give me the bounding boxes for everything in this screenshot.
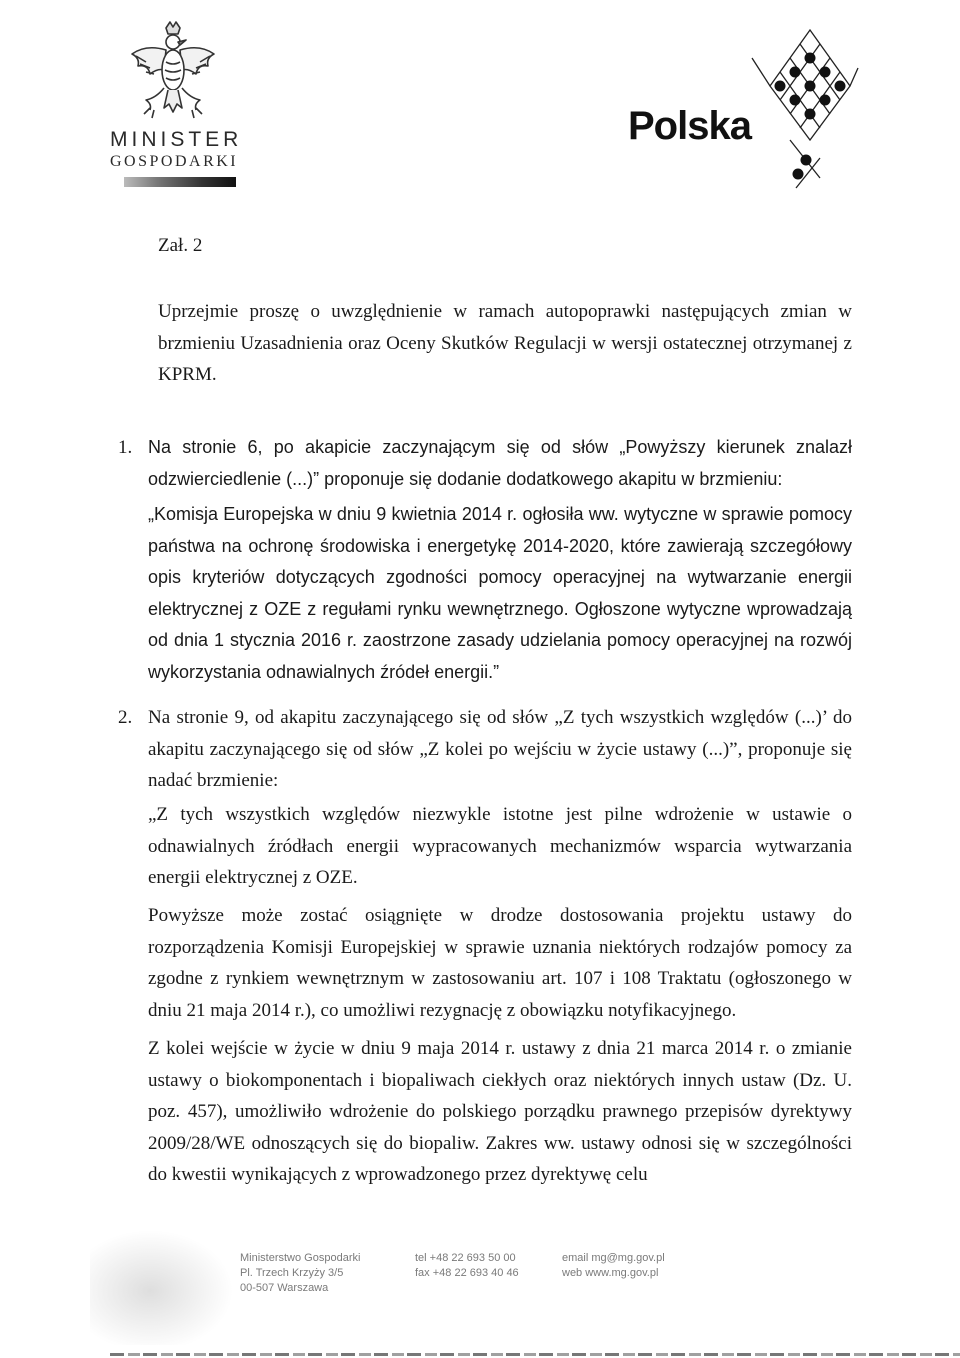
ministry-logo [108,20,243,180]
white-eagle-emblem-icon [128,20,218,120]
intro-paragraph: Uprzejmie proszę o uwzględnienie w ramach autopoprawki następujących zmian w brzmieniu Uzasadnienia oraz Oceny Skutków Regulacji w wersji ostatecznej otrzymanej z KPRM. [158,301,852,385]
footer [0,1225,960,1358]
item-paragraph: Z kolei wejście w życie w dniu 9 maja 2014 r. ustawy z dnia 21 marca 2014 r. o zmianie ustawy o biokomponentach i biopaliwach ciekłych oraz niektórych innych ustaw (Dz. U. poz. 457), umożliwiło wdrożenie do polskiego porządku prawnego przepisów dyrektywy 2009/28/WE odnoszących się do biopaliw. Zakres ww. ustawy odnosi się w szczególności do kwestii wynikających z wprowadzonego przez dyrektywę celu [148,1038,852,1185]
footer-street: Pl. Trzech Krzyży 3/5 [240,1267,344,1279]
polska-logo-text: Polska [628,104,751,148]
ministry-logo-bar [124,177,236,187]
item-paragraph: Powyższe może zostać osiągnięte w drodze dostosowania projektu ustawy do rozporządzenia Komisji Europejskiej w sprawie uznania niektórych rodzajów pomocy za zgodne z rynkiem wewnętrznym w zastosowaniu art. 107 i 108 Traktatu (ogłoszonego w dniu 21 maja 2014 r.), co umożliwi rezygnację z obowiązku notyfikacyjnego. [148,905,852,1021]
item-lead: Na stronie 9, od akapitu zaczynającego się od słów „Z tych wszystkich względów (...)’ do akapitu zaczynającego się od słów „Z kolei po wejściu w życie ustawy (...)”, proponuje się nadać brzmienie: [148,707,852,791]
footer-divider [110,1353,960,1356]
item-quote: „Z tych wszystkich względów niezwykle istotne jest pilne wdrożenie w ustawie o odnawialnych źródłach energii wypracowanych mechanizmów wsparcia wytwarzania energii elektrycznej z OZE. [148,804,852,888]
item-number: 2. [118,707,133,728]
polska-logo [620,28,860,198]
item-lead: Na stronie 6, po akapicie zaczynającym się od słów „Powyższy kierunek znalazł odzwierciedlenie (...)” proponuje się dodanie dodatkowego akapitu w brzmieniu: [148,437,852,489]
ministry-name-line1: MINISTER [110,128,243,151]
footer-org-name: Ministerstwo Gospodarki [240,1252,361,1264]
footer-city: 00-507 Warszawa [240,1282,329,1294]
polska-kite-logo-icon [750,28,860,193]
ministry-name-line2: GOSPODARKI [110,153,239,170]
footer-fax: fax +48 22 693 40 46 [415,1267,519,1279]
attachment-label: Zał. 2 [158,235,203,256]
footer-email[interactable]: email mg@mg.gov.pl [562,1252,665,1264]
footer-watermark [90,1225,240,1345]
item-quote: „Komisja Europejska w dniu 9 kwietnia 2014 r. ogłosiła ww. wytyczne w sprawie pomocy państwa na ochronę środowiska i energetykę 2014-2020, które zawierają szczegółowy opis kryteriów dotyczących zgodności pomocy operacyjnej na wytwarzanie energii elektrycznej z OZE z regułami rynku wewnętrznego. Ogłoszone wytyczne wprowadzają od dnia 1 stycznia 2016 r. zaostrzone zasady udzielania pomocy operacyjnej na rozwój wykorzystania odnawialnych źródeł energii.” [148,504,852,682]
footer-phone: tel +48 22 693 50 00 [415,1252,516,1264]
footer-website[interactable]: web www.mg.gov.pl [562,1267,659,1279]
item-number: 1. [118,437,133,458]
